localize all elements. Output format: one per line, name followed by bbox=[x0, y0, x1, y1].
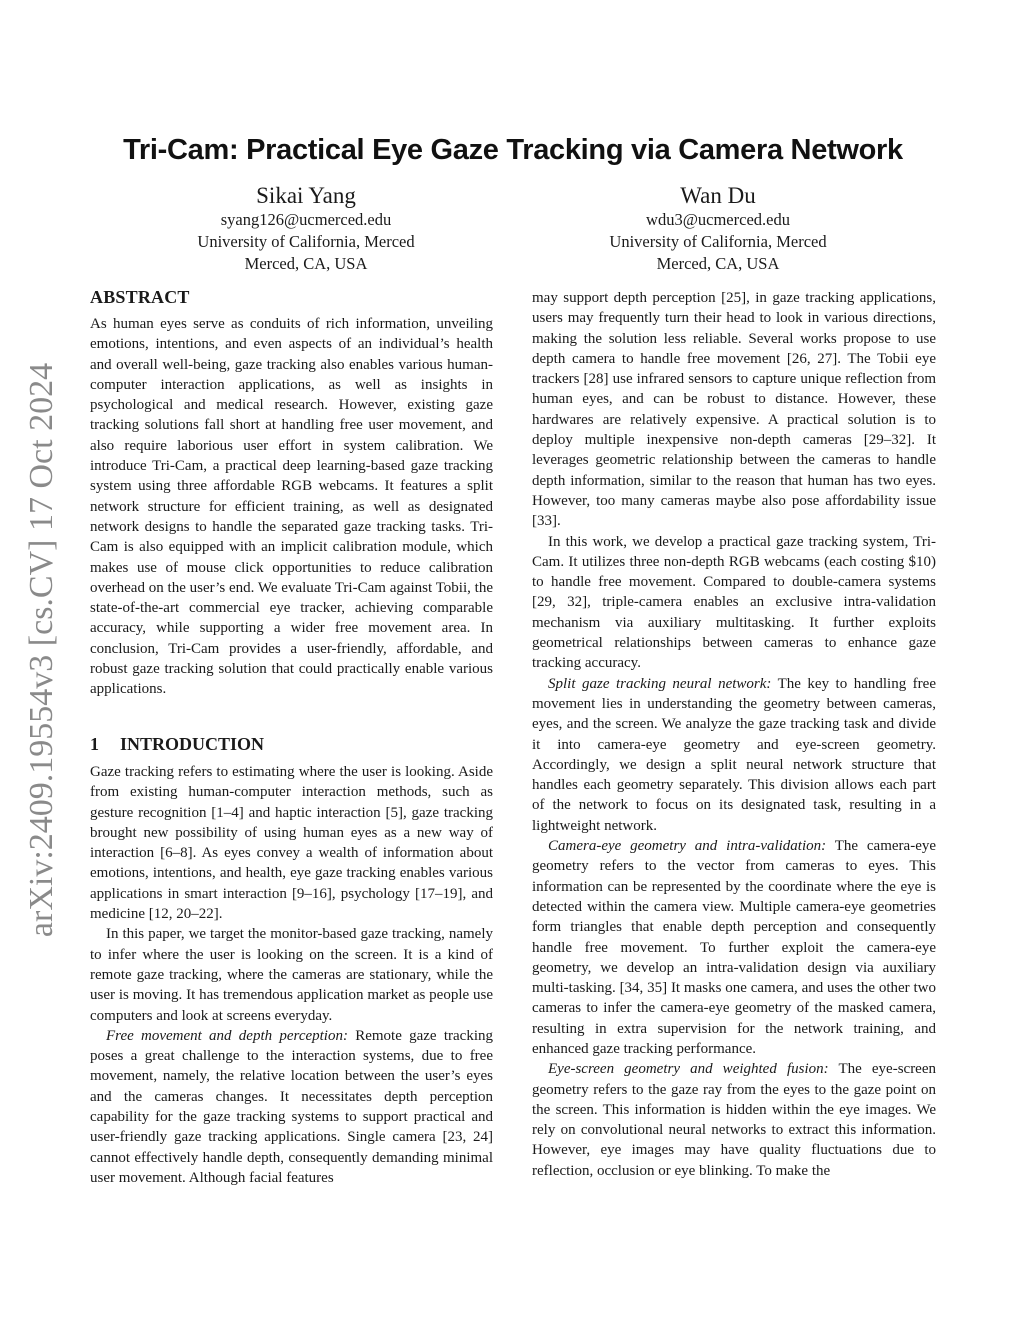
paragraph bbox=[532, 1059, 936, 1181]
introduction-heading bbox=[90, 734, 264, 755]
paragraph-text: The camera-eye geometry refers to the vector from cameras to eyes. This information can be represented by the coordinate where the eye is detected within the camera view. Multiple camera-eye geometries form triangles that enable depth perception and consequently handle free movement. To further exploit the camera-eye geometry, we develop an intra-validation design via auxiliary multi-tasking. [34, 35] It masks one camera, and uses the other two cameras to infer the camera-eye geometry of the masked camera, resulting in extra supervision for the network training, and enhanced gaze tracking performance. bbox=[532, 838, 937, 1057]
paragraph-lead: Free movement and depth perception: bbox=[106, 1027, 348, 1044]
paragraph-lead: Camera-eye geometry and intra-validation: bbox=[548, 838, 827, 855]
author-email: syang126@ucmerced.edu bbox=[220, 210, 392, 229]
author-location: Merced, CA, USA bbox=[656, 254, 780, 273]
author-name: Wan Du bbox=[680, 183, 756, 208]
author-block-2 bbox=[548, 183, 888, 275]
author-name: Sikai Yang bbox=[256, 183, 356, 208]
paragraph: may support depth perception [25], in gaze tracking applications, users may frequently turn their head to look in various directions, making the solution less reliable. Several works propose to use depth camera to handle free movement [26, 27]. The Tobii eye trackers [28] use infrared sensors to capture unique reflection from human eyes, and can be robust to distance. However, these hardwares are relatively expensive. A practical solution is to deploy multiple inexpensive non-depth cameras [29–32]. It leverages geometric relationship between the cameras to handle depth information, similar to the reason that human has two eyes. However, too many cameras maybe also pose affordability issue [33]. bbox=[532, 290, 936, 530]
introduction-left-column bbox=[90, 762, 493, 1188]
abstract-heading: ABSTRACT bbox=[90, 287, 190, 307]
author-affiliation: University of California, Merced bbox=[197, 232, 415, 251]
author-block-1 bbox=[136, 183, 476, 275]
paragraph-lead: Eye-screen geometry and weighted fusion: bbox=[548, 1061, 829, 1078]
paragraph: In this work, we develop a practical gaze tracking system, Tri-Cam. It utilizes three non-depth RGB webcams (each costing $10) to handle free movement. Compared to double-camera systems [29, 32], triple-camera enables an exclusive intra-validation mechanism via auxiliary multitasking. It further exploits geometrical relationships between cameras to enhance gaze tracking accuracy. bbox=[532, 533, 936, 672]
section-number: 1 bbox=[90, 734, 99, 754]
author-affiliation: University of California, Merced bbox=[609, 232, 827, 251]
abstract-paragraph: As human eyes serve as conduits of rich information, unveiling emotions, intentions, and even aspects of an individual’s health and overall well-being, gaze tracking also enables various human-computer interaction applications, as well as insights in psychological and medical research. However, existing gaze tracking solutions fall short at handling free user movement, and also require laborious user effort in system calibration. We introduce Tri-Cam, a practical deep learning-based gaze tracking system using three affordable RGB webcams. It features a split network structure for efficient training, as well as designated network designs to handle the separated gaze tracking tasks. Tri-Cam is also equipped with an implicit calibration module, which makes use of mouse click opportunities to reduce calibration overhead on the user’s end. We evaluate Tri-Cam against Tobii, the state-of-the-art commercial eye tracker, achieving comparable accuracy, while supporting a wider free movement area. In conclusion, Tri-Cam provides a user-friendly, affordable, and robust gaze tracking solution that could practically enable various applications. bbox=[90, 316, 493, 698]
arxiv-identifier-stamp bbox=[22, 350, 62, 950]
paragraph bbox=[90, 1026, 493, 1188]
paper-title: Tri-Cam: Practical Eye Gaze Tracking via Camera Network bbox=[123, 134, 903, 166]
paragraph bbox=[532, 674, 936, 836]
section-title: INTRODUCTION bbox=[120, 734, 265, 754]
paragraph-lead: Split gaze tracking neural network: bbox=[548, 675, 772, 692]
arxiv-identifier-text: arXiv:2409.19554v3 [cs.CV] 17 Oct 2024 bbox=[23, 362, 60, 938]
paragraph bbox=[532, 836, 936, 1059]
author-location: Merced, CA, USA bbox=[244, 254, 368, 273]
paragraph-text: Remote gaze tracking poses a great challenge to the interaction systems, due to free movement, namely, the relative location between the user’s eyes and the cameras changes. It necessitates depth perception capability for the gaze tracking systems to support practical and user-friendly gaze tracking applications. Single camera [23, 24] cannot effectively handle depth, consequently demanding minimal user movement. Although facial features bbox=[90, 1027, 493, 1186]
paragraph-text: The key to handling free movement lies in understanding the geometry between cameras, eyes, and the screen. We analyze the gaze tracking task and divide it into camera-eye geometry and eye-screen geometry. Accordingly, we design a split neural network structure that handles each geometry separately. This division allows each part of the network to focus on its designated task, resulting in a lightweight network. bbox=[532, 675, 936, 834]
paragraph-text: The eye-screen geometry refers to the gaze ray from the eyes to the gaze point on the screen. This information is hidden within the eye images. We rely on convolutional neural networks to extract this information. However, eye images may have quality fluctuations due to reflection, occlusion or eye blinking. To make the bbox=[532, 1061, 936, 1179]
author-email: wdu3@ucmerced.edu bbox=[646, 210, 790, 229]
introduction-right-column bbox=[532, 288, 936, 1181]
abstract-body bbox=[90, 314, 493, 700]
paragraph: Gaze tracking refers to estimating where the user is looking. Aside from existing human-computer interaction methods, such as gesture recognition [1–4] and haptic interaction [5], gaze tracking brought new possibility of using human eyes as a new way of interaction [6–8]. As eyes convey a wealth of information about emotions, intentions, and health, eye gaze tracking enables various applications in smart interaction [9–16], psychology [17–19], and medicine [12, 20–22]. bbox=[90, 764, 493, 923]
paragraph: In this paper, we target the monitor-based gaze tracking, namely to infer where the user is looking on the screen. It is a kind of remote gaze tracking, where the cameras are stationary, while the user is moving. It has tremendous application market as people use computers and look at screens everyday. bbox=[90, 926, 493, 1024]
